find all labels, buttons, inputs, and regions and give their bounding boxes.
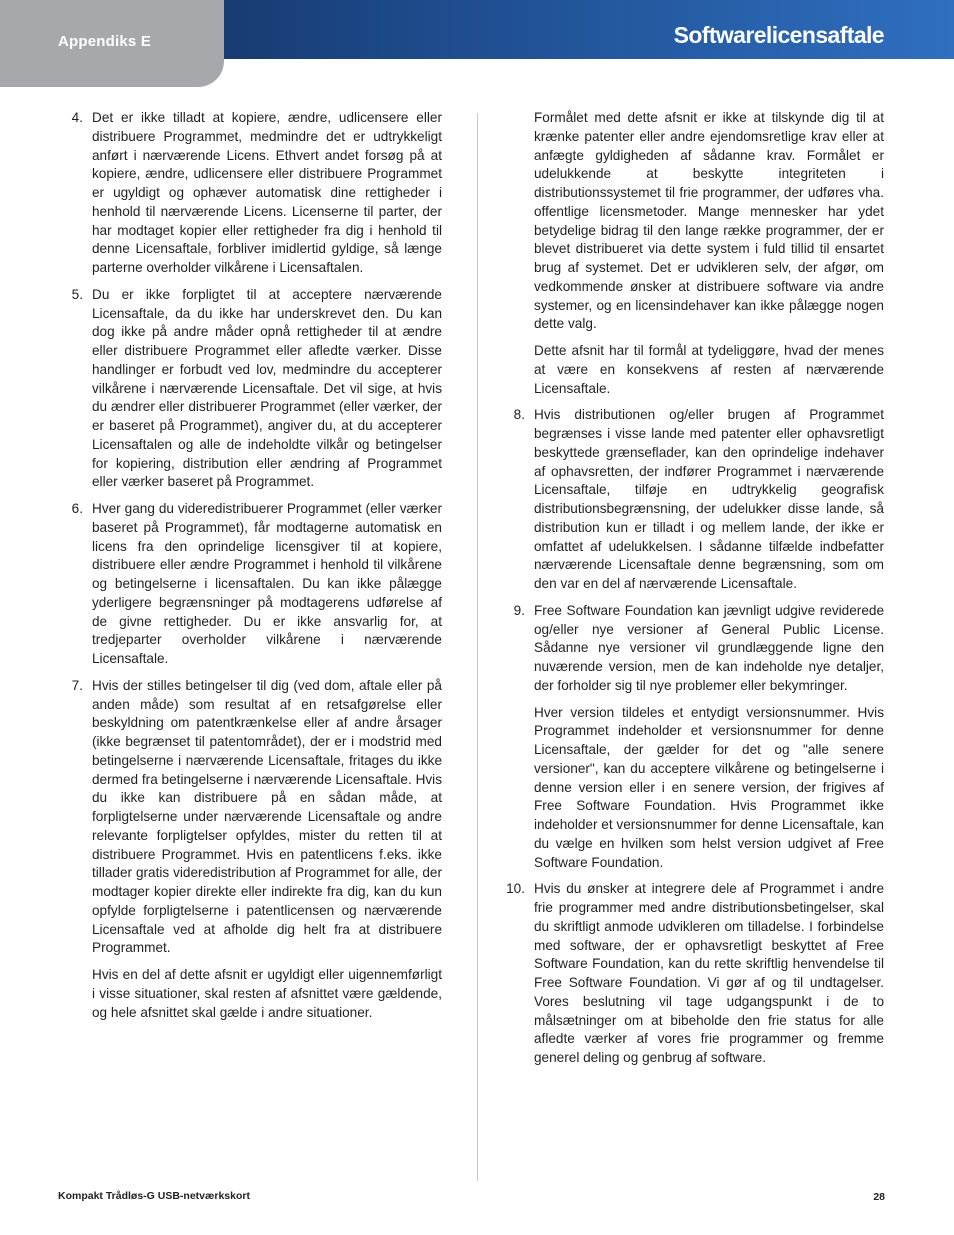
list-item <box>71 286 442 492</box>
appendix-label: Appendiks E <box>58 33 152 50</box>
item-paragraph: Hvis en del af dette afsnit er ugyldigt eller uigennemførligt i visse situationer, skal resten af afsnittet være gældende, og hele afsnittet skal gælde i andre situationer. <box>92 967 442 1020</box>
column-divider <box>477 113 478 1181</box>
page-number: 28 <box>873 1191 885 1203</box>
item-number: 6. <box>71 501 83 516</box>
left-column <box>71 109 442 1030</box>
item-number: 9. <box>513 602 525 618</box>
list-item <box>513 406 884 594</box>
item-paragraph: Hver gang du videredistribuerer Programmet (eller værker baseret på Programmet), får modtagerne automatisk en licens fra den oprindelige licensgiver til at kopiere, distribuere eller ændre Programmet i henhold til vilkårene og betingelserne i licensaftalen. Du kan ikke pålægge yderligere begrænsninger på modtagerens udførelse af de givne rettigheder. Du er ikke ansvarlig for, at tredjeparter overholder vilkårene i nærværende Licensaftale. <box>92 501 442 666</box>
item-paragraph: Formålet med dette afsnit er ikke at tilskynde dig til at krænke patenter eller andre ejendomsretlige krav eller at anfægte gyldigheden af sådanne krav. Formålet er udelukkende at beskytte integriteten i distributionssystemet til frie programmer, der udføres vha. offentlige licensmetoder. Mange mennesker har ydet betydelige bidrag til den lange række programmer, der er blevet distribueret via dette system i fuld tillid til ensartet brug af systemet. Det er udvikleren selv, der afgør, om vedkommende ønsker at distribuere software via andre systemer, og en licensindehaver kan ikke pålægge nogen dette valg. <box>534 110 884 332</box>
section-title: Softwarelicensaftale <box>673 22 884 48</box>
item-number: 5. <box>71 286 83 302</box>
item-number: 8. <box>513 407 525 423</box>
list-item <box>513 602 884 873</box>
list-item <box>71 500 442 669</box>
item-number: 7. <box>71 677 83 693</box>
item-paragraph: Hvis distributionen og/eller brugen af Programmet begrænses i visse lande med patenter eller ophavsretligt beskyttede grænseflader, kan den oprindelige indehaver af ophavsretten, der indfører Programmet i nærværende Licensaftale, tilføje en udtrykkelig geografisk distributionsbegrænsning, der udelukker disse lande, så distribution kun er tilladt i og mellem lande, der ikke er omfattet af udelukkelsen. I sådanne tilfælde indbefatter nærværende Licensaftale denne begrænsning, som om den var en del af nærværende Licensaftale. <box>534 407 884 591</box>
item-number: 10. <box>506 881 525 897</box>
item-paragraph: Hvis der stilles betingelser til dig (ved dom, aftale eller på anden måde) som resultat af en retsafgørelse eller beskyldning om patentkrænkelse eller af andre årsager (ikke begrænset til patentområdet), der er i modstrid med betingelserne i nærværende Licensaftale, fritages du ikke dermed fra betingelserne i nærværende Licensaftale. Hvis du ikke kan distribuere på en sådan måde, at forpligtelserne under nærværende Licensaftale og andre relevante forpligtelser opfyldes, mister du retten til at distribuere Programmet. Hvis en patentlicens f.eks. ikke tillader gratis videredistribution af Programmet for alle, der modtager kopier direkte eller indirekte fra dig, kan du kun opfylde forpligtelserne i patentlicensen og nærværende Licensaftale ved at afholde dig helt fra at distribuere Programmet. <box>92 677 442 956</box>
right-column <box>506 109 884 1076</box>
list-item <box>71 109 442 278</box>
item-paragraph: Free Software Foundation kan jævnligt udgive reviderede og/eller nye versioner af General Public License. Sådanne nye versioner vil grundlæggende ligne den nuværende version, men de kan indeholde nye detaljer, der forholder sig til nye problemer eller bekymringer. <box>534 602 884 693</box>
list-item <box>506 880 884 1068</box>
item-paragraph: Dette afsnit har til formål at tydeliggøre, hvad der menes at være en konsekvens af resten af nærværende Licensaftale. <box>534 343 884 396</box>
item-paragraph: Du er ikke forpligtet til at acceptere nærværende Licensaftale, da du ikke har underskrevet den. Du kan dog ikke på andre måder opnå rettigheder til at ændre eller distribuere Programmet eller afledte værker. Disse handlinger er forbudt ved lov, medmindre du accepterer vilkårene i nærværende Licensaftale. Det vil sige, at hvis du ændrer eller distribuerer Programmet (eller værker, der er baseret på Programmet), angiver du, at du accepterer Licensaftalen og alle de indeholdte vilkår og betingelser for kopiering, distribution eller ændring af Programmet eller værker baseret på Programmet. <box>92 286 442 490</box>
item-paragraph: Hvis du ønsker at integrere dele af Programmet i andre frie programmer med andre distributionsbetingelser, skal du skriftligt anmode udvikleren om tilladelse. I forbindelse med software, der er ophavsretligt beskyttet af Free Software Foundation, kan du rette skriftlig henvendelse til Free Software Foundation. Vi gør af og til undtagelser. Vores beslutning vil tage udgangspunkt i de to målsætninger om at bibeholde den frie status for alle afledte værker af vores frie programmer og fremme generel deling og genbrug af software. <box>534 881 884 1065</box>
item-number: 4. <box>71 110 83 125</box>
list-item-continuation <box>534 109 884 398</box>
item-paragraph: Det er ikke tilladt at kopiere, ændre, udlicensere eller distribuere Programmet, medmindre det er udtrykkeligt anført i nærværende Licens. Ethvert andet forsøg på at kopiere, ændre, udlicensere eller distribuere Programmet er ugyldigt og ophæver automatisk dine rettigheder i henhold til nærværende Licens. Licenserne til parter, der har modtaget kopier eller rettigheder fra dig i henhold til denne Licensaftale, forbliver imidlertid gyldige, så længe parterne overholder vilkårene i Licensaftalen. <box>92 110 442 275</box>
list-item <box>71 677 442 1023</box>
footer-product-name: Kompakt Trådløs-G USB-netværkskort <box>58 1190 250 1202</box>
item-paragraph: Hver version tildeles et entydigt versionsnummer. Hvis Programmet indeholder et versionsnummer for denne Licensaftale, der gælder for det og "alle senere versioner", kan du acceptere vilkårene og betingelserne i denne version eller i en senere version, der frigives af Free Software Foundation. Hvis Programmet ikke indeholder et versionsnummer for denne Licensaftale, kan du vælge en hvilken som helst version udgivet af Free Software Foundation. <box>534 704 884 870</box>
